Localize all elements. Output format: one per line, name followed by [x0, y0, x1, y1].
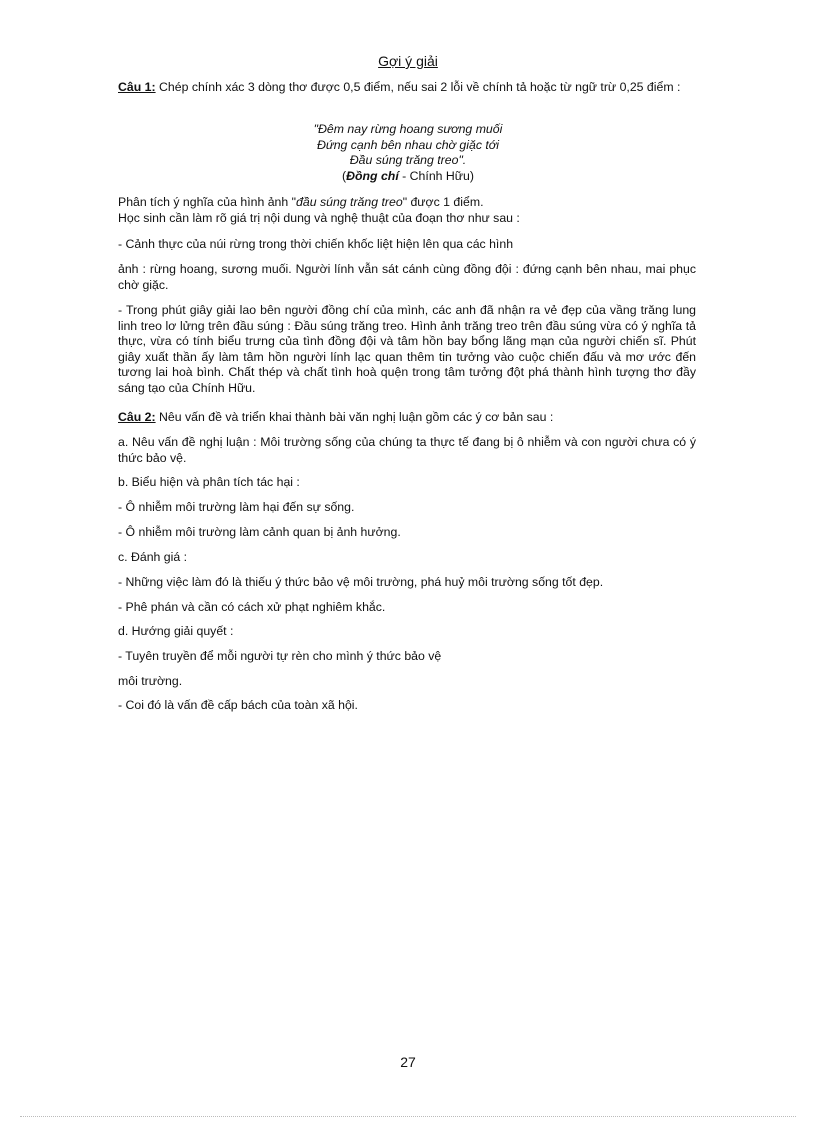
cau2-c: c. Đánh giá :: [118, 550, 188, 564]
cau2-b1: - Ô nhiễm môi trường làm hại đến sự sống.: [118, 500, 355, 514]
poem-line-1: "Đêm nay rừng hoang sương muối: [313, 122, 503, 136]
poem-source-title: Đồng chí: [346, 168, 399, 183]
cau1-text: Chép chính xác 3 dòng thơ được 0,5 điểm, nếu sai 2 lỗi về chính tả hoặc từ ngữ trừ 0,25 điểm :: [155, 80, 681, 94]
cau1-point2: - Trong phút giây giải lao bên người đồng chí của mình, các anh đã nhận ra vẻ đẹp của vầng trăng lung linh treo lơ lửng trên đầu súng : Đầu súng trăng treo. Hình ảnh trăng treo trên đầu súng vừa có ý nghĩa tả thực, vừa có tính biểu trưng của tình đồng đội và tâm hồn bay bổng lãng mạn của người chiến sĩ. Phút giây xuất thần ấy làm tâm hồn người lính lạc quan thêm tin tưởng vào cuộc chiến đấu và mơ ước đến tương lai hoà bình. Chất thép và chất tình hoà quện trong tâm tưởng đột phá thành hình tượng thơ đầy sáng tạo của Chính Hữu.: [118, 303, 696, 395]
cau2-d2: - Coi đó là vấn đề cấp bách của toàn xã hội.: [118, 698, 358, 712]
analysis-line-2: Học sinh cần làm rõ giá trị nội dung và nghệ thuật của đoạn thơ như sau :: [118, 210, 520, 225]
cau2-b: b. Biểu hiện và phân tích tác hại :: [118, 475, 300, 489]
cau2-c1: - Những việc làm đó là thiếu ý thức bảo vệ môi trường, phá huỷ môi trường sống tốt đẹp.: [118, 575, 604, 589]
poem-block: [0, 122, 816, 184]
poem-line-2: Đứng cạnh bên nhau chờ giặc tới: [317, 137, 499, 152]
cau2-intro: [118, 410, 696, 426]
analysis-line-1: Phân tích ý nghĩa của hình ảnh "đầu súng trăng treo" được 1 điểm.: [118, 195, 484, 209]
cau2-d1a: - Tuyên truyền để mỗi người tự rèn cho mình ý thức bảo vệ: [118, 649, 442, 663]
cau2-text: Nêu vấn đề và triển khai thành bài văn nghị luận gồm các ý cơ bản sau :: [155, 410, 554, 424]
cau1-point1b: ảnh : rừng hoang, sương muối. Người lính vẫn sát cánh cùng đồng đội : đứng cạnh bên nhau, mai phục chờ giặc.: [118, 262, 696, 292]
cau1-point1a: - Cảnh thực của núi rừng trong thời chiến khốc liệt hiện lên qua các hình: [118, 237, 514, 251]
cau1-analysis: [118, 195, 696, 226]
cau2-b2: - Ô nhiễm môi trường làm cảnh quan bị ảnh hưởng.: [118, 525, 401, 539]
page-bottom-divider: [20, 1116, 796, 1117]
cau1-intro: [118, 80, 696, 96]
cau2-a: a. Nêu vấn đề nghị luận : Môi trường sống của chúng ta thực tế đang bị ô nhiễm và con người chưa có ý thức bảo vệ.: [118, 435, 696, 465]
cau2-d1b: môi trường.: [118, 674, 183, 688]
cau2-label: Câu 2:: [118, 410, 156, 424]
page-number: 27: [400, 1054, 416, 1070]
cau2-d: d. Hướng giải quyết :: [118, 624, 234, 638]
page-title: Gợi ý giải: [378, 53, 438, 69]
poem-line-3: Đầu súng trăng treo".: [349, 153, 467, 167]
poem-source: (Đồng chí - Chính Hữu): [342, 168, 474, 183]
cau2-c2: - Phê phán và cần có cách xử phạt nghiêm khắc.: [118, 600, 386, 614]
cau1-label: Câu 1:: [118, 80, 156, 94]
